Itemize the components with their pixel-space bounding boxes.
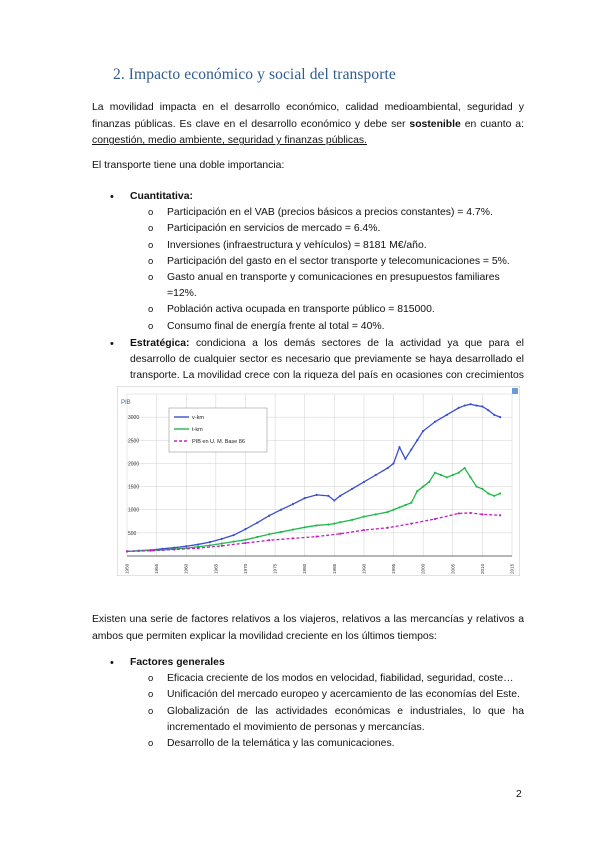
data-point: [244, 528, 246, 530]
data-point: [440, 474, 442, 476]
data-point: [327, 523, 329, 525]
data-point: [339, 521, 341, 523]
data-point: [256, 522, 258, 524]
data-point: [292, 503, 294, 505]
data-point: [469, 403, 471, 405]
corner-icon: [512, 388, 518, 394]
data-point: [499, 416, 501, 418]
data-point: [268, 539, 270, 541]
data-point: [304, 497, 306, 499]
sub-item: o Participación del gasto en el sector transporte y telecomunicaciones = 5%.: [130, 254, 524, 270]
list-item-cuantitativa: [92, 189, 524, 335]
data-point: [481, 513, 483, 515]
x-tick-label: 1950: [124, 563, 130, 574]
intro-underlined: congestión, medio ambiente, seguridad y finanzas públicas.: [92, 135, 367, 147]
data-point: [481, 405, 483, 407]
y-tick-label: 2000: [128, 461, 140, 468]
sub-item: o Consumo final de energía frente al total = 40%.: [130, 319, 524, 335]
intro-bold: sostenible: [409, 118, 461, 130]
data-point: [452, 474, 454, 476]
data-point: [150, 550, 152, 552]
factors-list: [92, 655, 524, 752]
data-point: [333, 523, 335, 525]
estrategica-text: condiciona a los demás sectores de la actividad ya que para el desarrollo de cualquier sector es necesario que previamente se haya desarrollado el transporte. La movilidad crece con la riqueza del país en ocasiones con crecimientos: [130, 337, 524, 382]
legend-box: [169, 408, 267, 452]
x-tick-label: 2015: [509, 563, 515, 574]
data-point: [404, 458, 406, 460]
sub-item: o Eficacia creciente de los modos en velocidad, fiabilidad, seguridad, coste…: [130, 671, 524, 687]
x-tick-label: 2005: [450, 563, 456, 574]
data-point: [268, 515, 270, 517]
data-point: [315, 535, 317, 537]
x-tick-label: 1990: [361, 563, 367, 574]
x-tick-label: 2010: [479, 563, 485, 574]
data-point: [375, 513, 377, 515]
sub-item: o Globalización de las actividades económicas e industriales, lo que ha incrementado el movimiento de personas y mercancías.: [130, 704, 524, 736]
intro-paragraph: [92, 100, 524, 150]
y-tick-label: 2500: [128, 438, 140, 445]
data-point: [304, 526, 306, 528]
data-point: [244, 542, 246, 544]
data-point: [256, 536, 258, 538]
data-point: [434, 472, 436, 474]
factores-sublist: [130, 671, 524, 752]
x-tick-label: 1970: [242, 563, 248, 574]
data-point: [221, 545, 223, 547]
data-point: [499, 492, 501, 494]
data-point: [351, 488, 353, 490]
data-point: [458, 512, 460, 514]
data-point: [333, 499, 335, 501]
sub-item: o Participación en servicios de mercado = 6.4%.: [130, 221, 524, 237]
data-point: [404, 504, 406, 506]
data-point: [233, 534, 235, 536]
data-point: [446, 414, 448, 416]
data-point: [351, 519, 353, 521]
data-point: [428, 481, 430, 483]
data-point: [499, 514, 501, 516]
data-point: [387, 467, 389, 469]
data-point: [493, 495, 495, 497]
data-point: [410, 523, 412, 525]
data-point: [487, 492, 489, 494]
data-point: [410, 502, 412, 504]
data-point: [209, 541, 211, 543]
data-point: [126, 550, 128, 552]
page-number: 2: [516, 789, 522, 800]
data-point: [387, 511, 389, 513]
data-point: [244, 539, 246, 541]
x-tick-label: 1985: [331, 563, 337, 574]
data-point: [233, 541, 235, 543]
data-point: [221, 542, 223, 544]
data-point: [475, 404, 477, 406]
data-point: [339, 533, 341, 535]
importance-list: [92, 189, 524, 401]
data-point: [292, 537, 294, 539]
data-point: [268, 533, 270, 535]
x-tick-label: 1965: [213, 563, 219, 574]
data-point: [475, 485, 477, 487]
y-tick-label: 1000: [128, 507, 140, 514]
data-point: [363, 529, 365, 531]
data-point: [363, 516, 365, 518]
data-point: [493, 414, 495, 416]
data-point: [363, 481, 365, 483]
data-point: [422, 430, 424, 432]
data-point: [469, 476, 471, 478]
intro-text-1: La movilidad impacta en el desarrollo económico, calidad medioambiental, seguridad y finanzas públicas. Es clave en el desarrollo económico y debe ser: [92, 102, 524, 130]
data-point: [398, 446, 400, 448]
sub-item: o Unificación del mercado europeo y acercamiento de las economías del Este.: [130, 687, 524, 703]
legend-label: PIB en U. M. Base 86: [192, 439, 245, 445]
factors-intro-paragraph: Existen una serie de factores relativos a los viajeros, relativos a las mercancías y relativos a ambos que permiten explicar la movilidad creciente en los últimos tiempos:: [92, 614, 524, 642]
data-point: [280, 531, 282, 533]
sub-item: o Población activa ocupada en transporte público = 815000.: [130, 302, 524, 318]
cuantitativa-sublist: [130, 205, 524, 335]
data-point: [422, 485, 424, 487]
legend-label: t-km: [192, 427, 203, 433]
data-point: [315, 524, 317, 526]
data-point: [434, 518, 436, 520]
data-point: [392, 509, 394, 511]
data-point: [469, 512, 471, 514]
x-tick-label: 1995: [391, 563, 397, 574]
x-tick-label: 1980: [302, 563, 308, 574]
mobility-line-chart: [117, 386, 520, 576]
sub-item: o Participación en el VAB (precios básicos a precios constantes) = 4.7%.: [130, 205, 524, 221]
x-tick-label: 1960: [183, 563, 189, 574]
intro-text-2: en cuanto a:: [460, 118, 524, 130]
data-point: [315, 494, 317, 496]
y-tick-label: 500: [128, 530, 137, 537]
y-tick-label: 3000: [128, 415, 140, 422]
data-point: [280, 509, 282, 511]
data-point: [416, 490, 418, 492]
data-point: [392, 462, 394, 464]
x-tick-label: 2000: [420, 563, 426, 574]
data-point: [458, 472, 460, 474]
data-point: [398, 506, 400, 508]
section-heading: 2. Impacto económico y social del transporte: [113, 66, 396, 83]
data-point: [375, 474, 377, 476]
legend-label: v-km: [192, 415, 204, 421]
list-item-factores: [92, 655, 524, 752]
data-point: [209, 544, 211, 546]
data-point: [464, 467, 466, 469]
data-point: [197, 543, 199, 545]
x-tick-label: 1955: [154, 563, 160, 574]
data-point: [464, 404, 466, 406]
data-point: [173, 548, 175, 550]
estrategica-label: Estratégica:: [130, 337, 190, 349]
data-point: [487, 409, 489, 411]
y-tick-label: 1500: [128, 484, 140, 491]
data-point: [434, 421, 436, 423]
data-point: [481, 488, 483, 490]
data-point: [221, 538, 223, 540]
data-point: [197, 547, 199, 549]
cuantitativa-label: Cuantitativa:: [130, 191, 193, 202]
data-point: [339, 495, 341, 497]
x-tick-label: 1975: [272, 563, 278, 574]
data-point: [458, 407, 460, 409]
sub-item: o Inversiones (infraestructura y vehículos) = 8181 M€/año.: [130, 238, 524, 254]
data-point: [327, 495, 329, 497]
factores-label: Factores generales: [130, 657, 225, 668]
double-importance-text: El transporte tiene una doble importancia:: [92, 160, 285, 171]
sub-item: o Desarrollo de la telemática y las comunicaciones.: [130, 736, 524, 752]
y-top-label: PIB: [121, 400, 131, 406]
data-point: [416, 439, 418, 441]
data-point: [446, 476, 448, 478]
data-point: [410, 448, 412, 450]
data-point: [292, 529, 294, 531]
sub-item: o Gasto anual en transporte y comunicaciones en presupuestos familiares =12%.: [130, 270, 524, 302]
data-point: [387, 527, 389, 529]
